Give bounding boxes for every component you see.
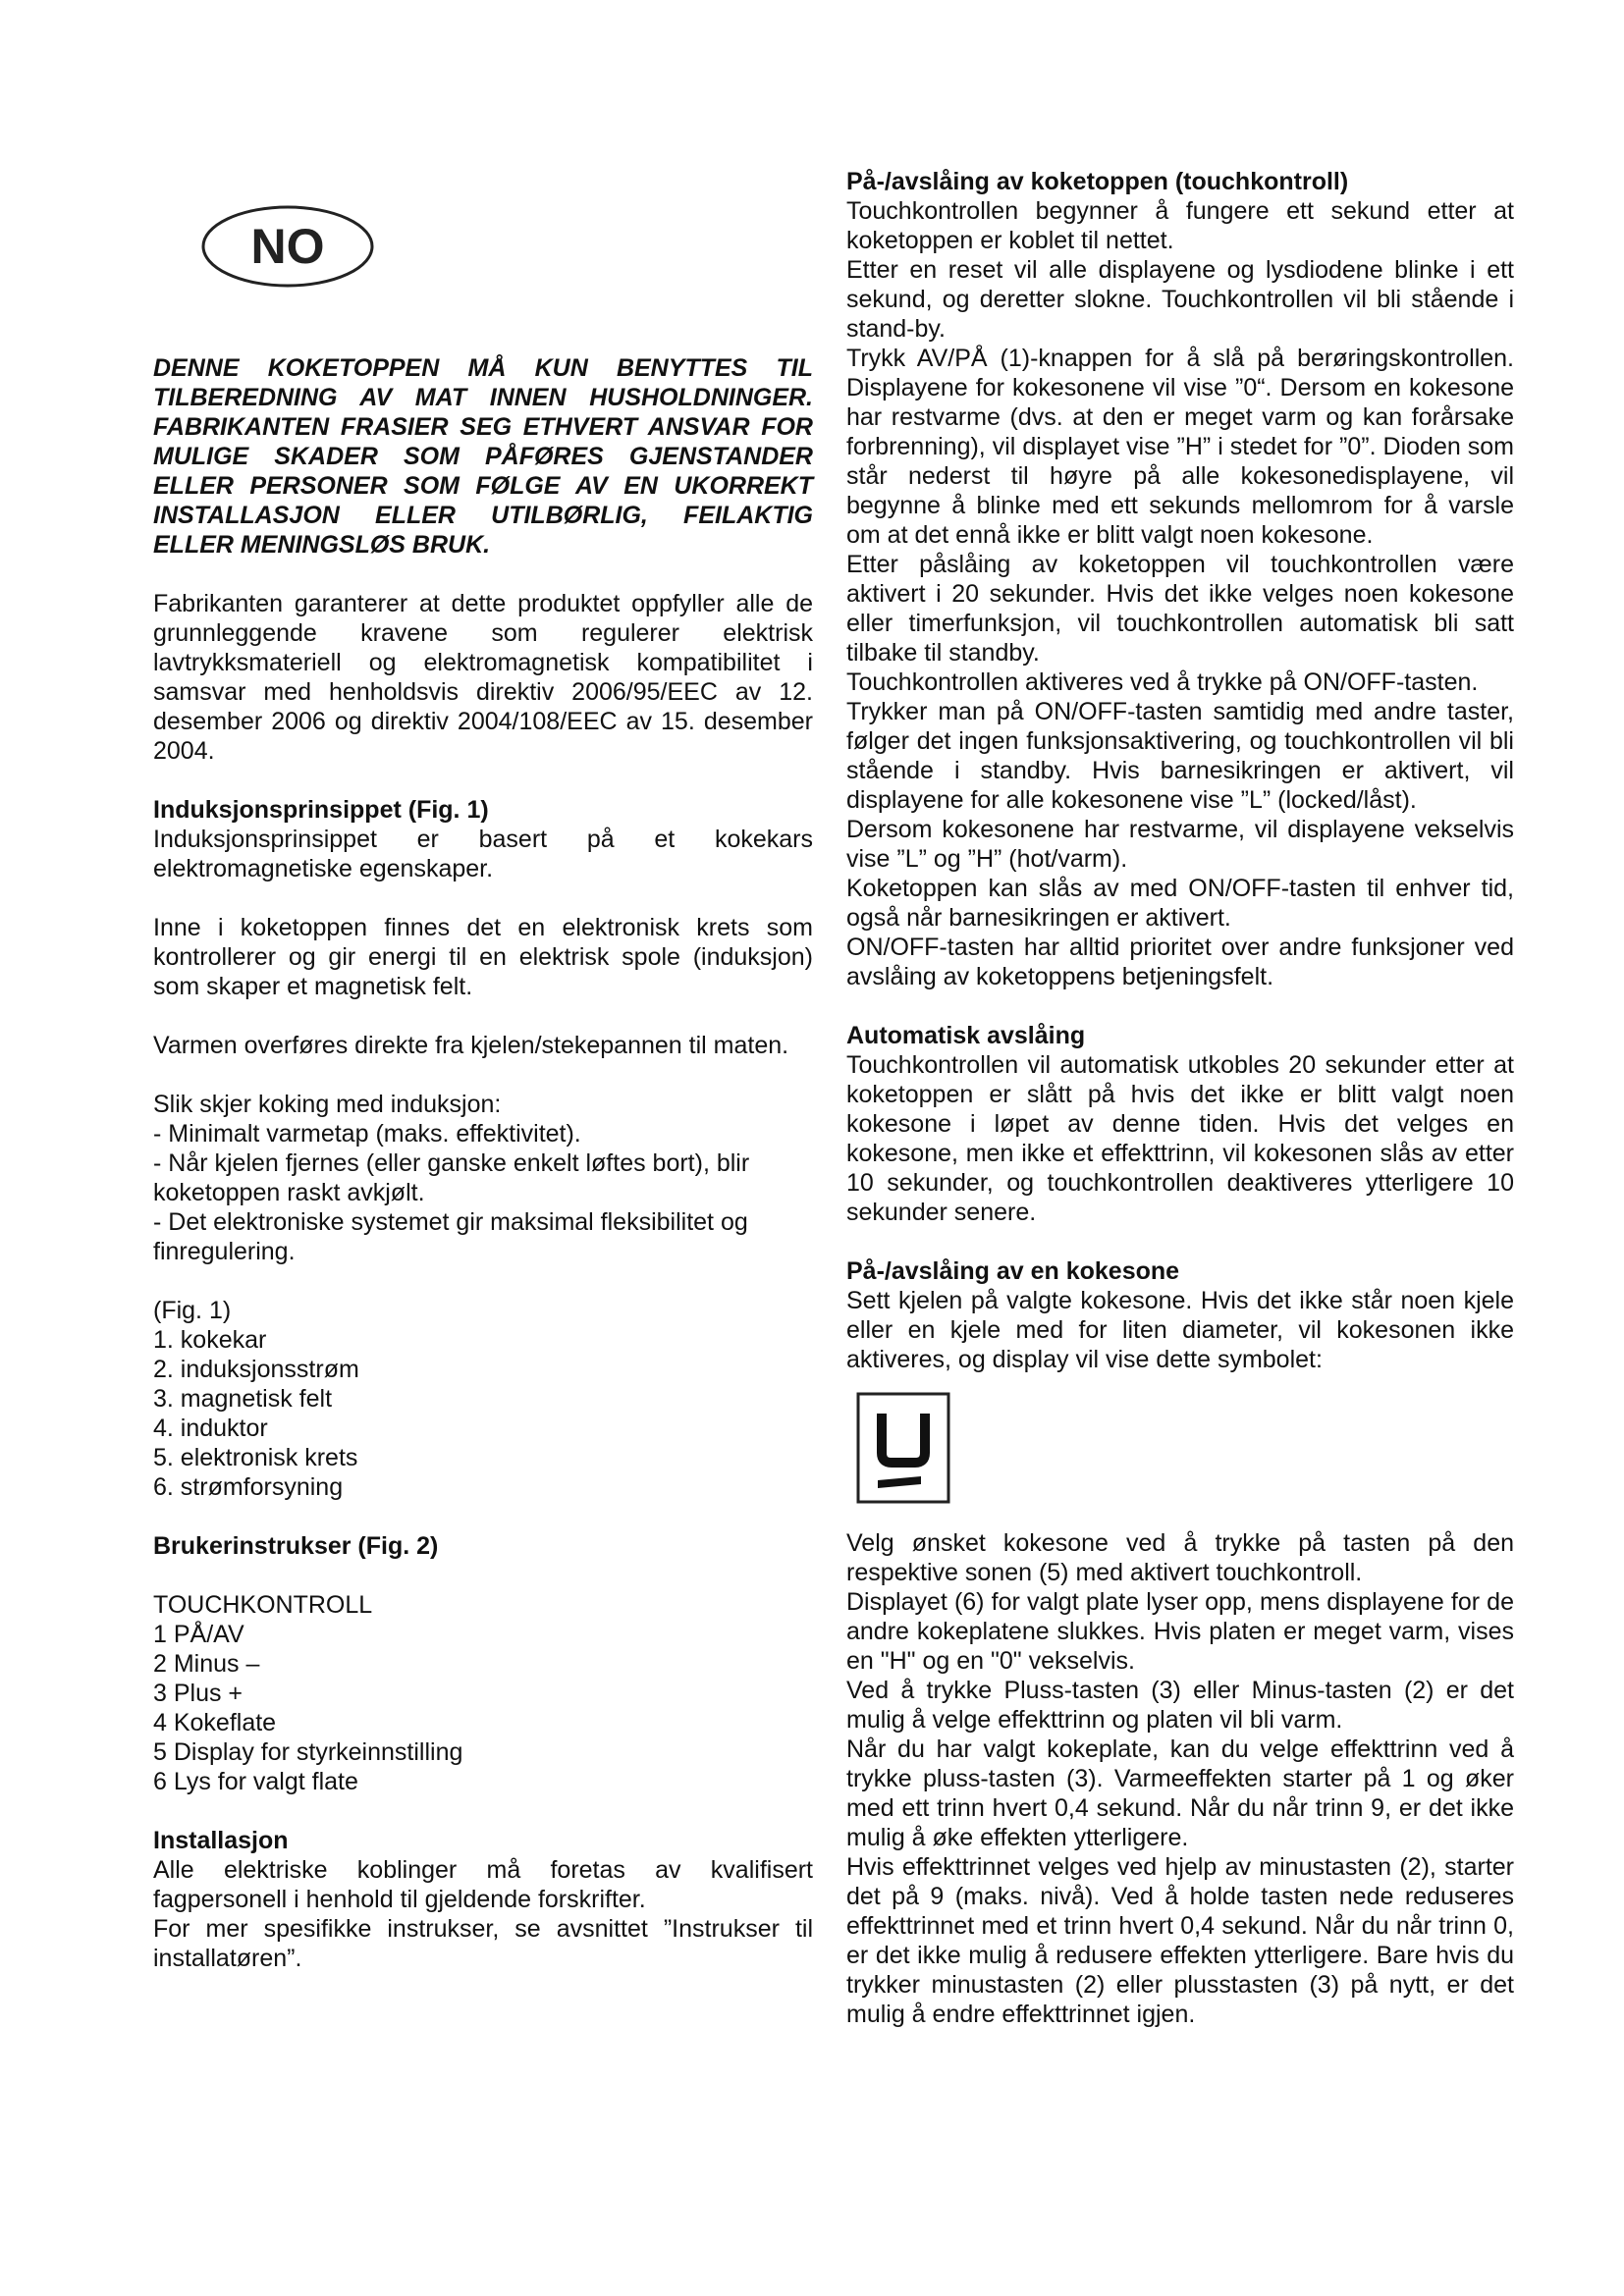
induction-text: Inne i koketoppen finnes det en elektronisk krets som kontrollerer og gir energi til en elektrisk spole (induksjon) som skaper et magnetisk felt. <box>153 914 813 1000</box>
onoff-heading: På-/avslåing av koketoppen (touchkontroll) <box>846 168 1349 195</box>
zone-heading: På-/avslåing av en kokesone <box>846 1257 1180 1285</box>
onoff-text: Touchkontrollen aktiveres ved å trykke på ON/OFF-tasten. <box>846 668 1479 696</box>
country-badge <box>200 204 375 289</box>
zone-text: Ved å trykke Pluss-tasten (3) eller Minus-tasten (2) er det mulig å velge effekttrinn og platen vil bli varm. <box>846 1677 1514 1734</box>
list-item: 3 Plus + <box>153 1680 244 1707</box>
right-column <box>846 167 1514 2029</box>
onoff-text: Trykker man på ON/OFF-tasten samtidig med andre taster, følger det ingen funksjonsaktivering, og touchkontrollen vil bli stående i standby. Hvis barnesikringen er aktivert, vil displayene for alle kokesonene vise ”L” (locked/låst). <box>846 698 1514 814</box>
list-item: 4. induktor <box>153 1415 268 1442</box>
zone-text: Når du har valgt kokeplate, kan du velge effekttrinn ved å trykke pluss-tasten (3). Varmeeffekten starter på 1 og øker med ett trinn hvert 0,4 sekund. Når du når trinn 9, er det ikke mulig å øke effekten ytterligere. <box>846 1735 1514 1851</box>
touch-controls-list <box>153 1620 813 1796</box>
list-item: - Når kjelen fjernes (eller ganske enkelt løftes bort), blir koketoppen raskt avkjølt. <box>153 1149 750 1206</box>
touch-label: TOUCHKONTROLL <box>153 1591 373 1619</box>
installation-text: Alle elektriske koblinger må foretas av kvalifisert fagpersonell i henhold til gjeldende forskrifter. <box>153 1856 813 1913</box>
list-item: 6. strømforsyning <box>153 1473 344 1501</box>
list-item: 5. elektronisk krets <box>153 1444 358 1471</box>
user-instructions-heading: Brukerinstrukser (Fig. 2) <box>153 1532 439 1560</box>
zone-text: Velg ønsket kokesone ved å trykke på tasten på den respektive sonen (5) med aktivert touchkontroll. <box>846 1529 1514 1586</box>
benefits-list <box>153 1119 813 1266</box>
zone-text: Hvis effekttrinnet velges ved hjelp av minustasten (2), starter det på 9 (maks. nivå). Ved å holde tasten nede reduseres effekttrinnet med et trinn hvert 0,4 sekund. Når du når trinn 0, er det ikke mulig å redusere effekten ytterligere. Bare hvis du trykker minustasten (2) eller plusstasten (3) på nytt, er det mulig å endre effekttrinnet igjen. <box>846 1853 1514 2028</box>
onoff-text: Dersom kokesonene har restvarme, vil displayene vekselvis vise ”L” og ”H” (hot/varm). <box>846 816 1514 873</box>
list-item: 6 Lys for valgt flate <box>153 1768 358 1795</box>
onoff-text: Etter en reset vil alle displayene og lysdiodene blinke i ett sekund, og deretter slokne. Touchkontrollen vil bli stående i stand-by. <box>846 256 1514 343</box>
list-item: 1 PÅ/AV <box>153 1621 244 1648</box>
installation-heading: Installasjon <box>153 1827 289 1854</box>
onoff-text: Touchkontrollen begynner å fungere ett sekund etter at koketoppen er koblet til nettet. <box>846 197 1514 254</box>
left-column <box>153 353 813 1973</box>
list-item: 4 Kokeflate <box>153 1709 277 1736</box>
country-code: NO <box>250 219 325 274</box>
list-item: 1. kokekar <box>153 1326 267 1354</box>
list-item: 2 Minus – <box>153 1650 260 1678</box>
zone-text: Sett kjelen på valgte kokesone. Hvis det ikke står noen kjele eller en kjele med for liten diameter, vil kokesonen ikke aktiveres, og display vil vise dette symbolet: <box>846 1287 1514 1373</box>
safety-warning: DENNE KOKETOPPEN MÅ KUN BENYTTES TIL TILBEREDNING AV MAT INNEN HUSHOLDNINGER. FABRIKANTEN FRASIER SEG ETHVERT ANSVAR FOR MULIGE SKADER SOM PÅFØRES GJENSTANDER ELLER PERSONER SOM FØLGE AV EN UKORREKT INSTALLASJON ELLER UTILBØRLIG, FEILAKTIG ELLER MENINGSLØS BRUK. <box>153 354 813 559</box>
induction-text: Induksjonsprinsippet er basert på et kokekars elektromagnetiske egenskaper. <box>153 826 813 882</box>
auto-off-heading: Automatisk avslåing <box>846 1022 1086 1049</box>
list-item: 3. magnetisk felt <box>153 1385 333 1413</box>
installation-text: For mer spesifikke instrukser, se avsnittet ”Instrukser til installatøren”. <box>153 1915 813 1972</box>
guarantee-text: Fabrikanten garanterer at dette produktet oppfyller alle de grunnleggende kravene som regulerer elektrisk lavtrykksmateriell og elektromagnetisk kompatibilitet i samsvar med henholdsvis direktiv 2006/95/EEC av 12. desember 2006 og direktiv 2004/108/EEC av 15. desember 2004. <box>153 590 813 765</box>
onoff-text: Koketoppen kan slås av med ON/OFF-tasten til enhver tid, også når barnesikringen er aktivert. <box>846 875 1514 932</box>
induction-heading: Induksjonsprinsippet (Fig. 1) <box>153 796 489 824</box>
list-item: 5 Display for styrkeinnstilling <box>153 1738 463 1766</box>
figure-legend <box>153 1325 813 1502</box>
list-item: - Minimalt varmetap (maks. effektivitet). <box>153 1120 581 1148</box>
auto-off-text: Touchkontrollen vil automatisk utkobles 20 sekunder etter at koketoppen er slått på hvis det ikke er blitt valgt noen kokesone i løpet av denne tiden. Hvis det velges en kokesone, men ikke et effekttrinn, vil kokesonen slås av etter 10 sekunder, og touchkontrollen deaktiveres ytterligere 10 sekunder senere. <box>846 1051 1514 1226</box>
induction-text: Varmen overføres direkte fra kjelen/stekepannen til maten. <box>153 1032 789 1059</box>
figure-label: (Fig. 1) <box>153 1297 232 1324</box>
list-item: - Det elektroniske systemet gir maksimal fleksibilitet og finregulering. <box>153 1208 748 1265</box>
list-item: 2. induksjonsstrøm <box>153 1356 359 1383</box>
onoff-text: ON/OFF-tasten har alltid prioritet over andre funksjoner ved avslåing av koketoppens betjeningsfelt. <box>846 934 1514 990</box>
onoff-text: Etter påslåing av koketoppen vil touchkontrollen være aktivert i 20 sekunder. Hvis det ikke velges noen kokesone eller timerfunksjon, vil touchkontrollen automatisk bli satt tilbake til standby. <box>846 551 1514 667</box>
no-pan-symbol-icon <box>856 1392 950 1504</box>
onoff-text: Trykk AV/PÅ (1)-knappen for å slå på berøringskontrollen. Displayene for kokesonene vil vise ”0“. Dersom en kokesone har restvarme (dvs. at den er meget varm og kan forårsake forbrenning), vil displayet vise ”H” i stedet for ”0”. Dioden som står nederst til høyre på alle kokesonedisplayene, vil begynne å blinke med ett sekunds mellomrom for å varsle om at det ennå ikke er blitt valgt noen kokesone. <box>846 345 1514 549</box>
zone-text: Displayet (6) for valgt plate lyser opp, mens displayene for de andre kokeplatene slukkes. Hvis platen er meget varm, vises en "H" og en "0" vekselvis. <box>846 1588 1514 1675</box>
induction-text: Slik skjer koking med induksjon: <box>153 1091 502 1118</box>
